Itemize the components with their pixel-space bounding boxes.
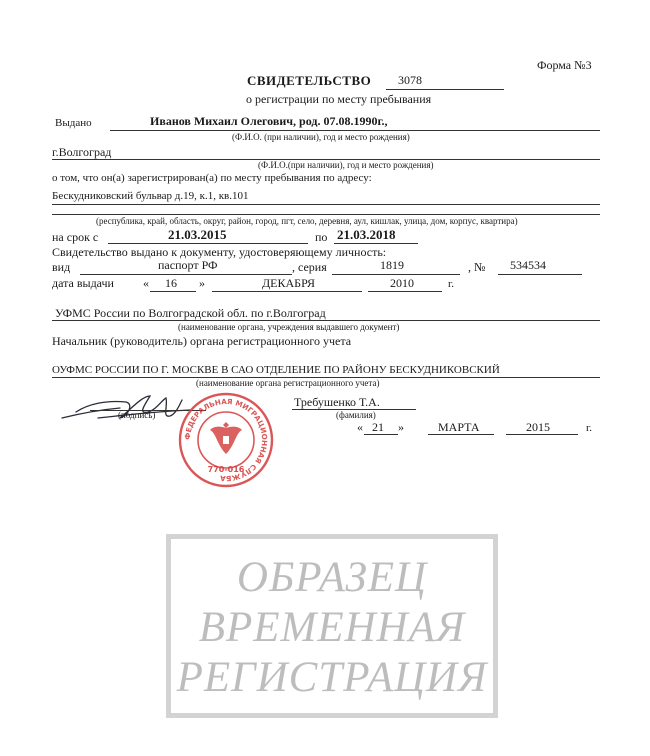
watermark-line-3: РЕГИСТРАЦИЯ <box>176 654 488 701</box>
watermark-line-1: ОБРАЗЕЦ <box>236 554 428 601</box>
issuer-caption: (наименование органа, учреждения выдавшего документ) <box>178 322 400 332</box>
issue-day: 16 <box>165 276 177 290</box>
address-value: Бескудниковский бульвар д.19, к.1, кв.101 <box>52 190 249 202</box>
address-caption: (республика, край, область, округ, район, город, пгт, село, деревня, аул, кишлак, улица, дом, корпус, квартира) <box>96 216 518 226</box>
issue-year: 2010 <box>390 276 414 290</box>
certificate-number: 3078 <box>398 73 422 87</box>
registrar-name: ОУФМС РОССИИ ПО Г. МОСКВЕ В САО ОТДЕЛЕНИЕ ПО РАЙОНУ БЕСКУДНИКОВСКИЙ <box>52 364 500 376</box>
address-label: о том, что он(а) зарегистрирован(а) по месту пребывания по адресу: <box>52 172 372 184</box>
series-label: , серия <box>292 260 327 274</box>
watermark-line-2: ВРЕМЕННАЯ <box>198 604 466 651</box>
official-stamp <box>176 390 276 495</box>
official-surname: Требушенко Т.А. <box>294 395 380 409</box>
issue-date-label: дата выдачи <box>52 276 114 290</box>
issue-month: ДЕКАБРЯ <box>262 276 315 290</box>
issued-caption-2: (Ф.И.О.(при наличии), год и место рождения) <box>258 160 434 170</box>
signature-caption: (подпись) <box>118 410 156 420</box>
issued-name: Иванов Михаил Олегович, род. 07.08.1990г., <box>150 114 388 128</box>
signature-month: МАРТА <box>438 420 480 434</box>
issued-label: Выдано <box>55 117 92 129</box>
term-date-to: 21.03.2018 <box>337 227 396 242</box>
issued-place: г.Волгоград <box>52 145 112 159</box>
document-type-label: вид <box>52 260 71 274</box>
issued-caption: (Ф.И.О. (при наличии), год и место рождения) <box>232 132 410 142</box>
document-title: СВИДЕТЕЛЬСТВО <box>247 73 372 88</box>
svg-text:770-016: 770-016 <box>207 465 245 474</box>
issuer-name: УФМС России по Волгоградской обл. по г.Волгоград <box>55 306 326 320</box>
doc-number-label: , № <box>468 260 486 274</box>
surname-caption: (фамилия) <box>336 410 376 420</box>
document-type: паспорт РФ <box>158 258 218 272</box>
document-subtitle: о регистрации по месту пребывания <box>246 92 432 106</box>
document-intro: Свидетельство выдано к документу, удостоверяющему личность: <box>52 245 387 259</box>
term-from-label: на срок с <box>52 230 99 244</box>
term-date-from: 21.03.2015 <box>168 227 227 242</box>
signature-year: 2015 <box>526 420 550 434</box>
eagle-emblem-icon <box>210 422 242 454</box>
term-to-label: по <box>315 230 328 244</box>
signature-day: 21 <box>372 420 384 434</box>
form-number-label: Форма №3 <box>537 58 592 72</box>
sample-watermark <box>166 534 498 718</box>
series-value: 1819 <box>380 258 404 272</box>
registrar-caption: (наименование органа регистрационного учета) <box>196 378 380 388</box>
doc-number-value: 534534 <box>510 258 546 272</box>
head-label: Начальник (руководитель) органа регистрационного учета <box>52 334 352 348</box>
svg-text:ФЕДЕРАЛЬНАЯ МИГРАЦИОННАЯ СЛУЖБ: ФЕДЕРАЛЬНАЯ МИГРАЦИОННАЯ СЛУЖБА <box>182 396 270 484</box>
